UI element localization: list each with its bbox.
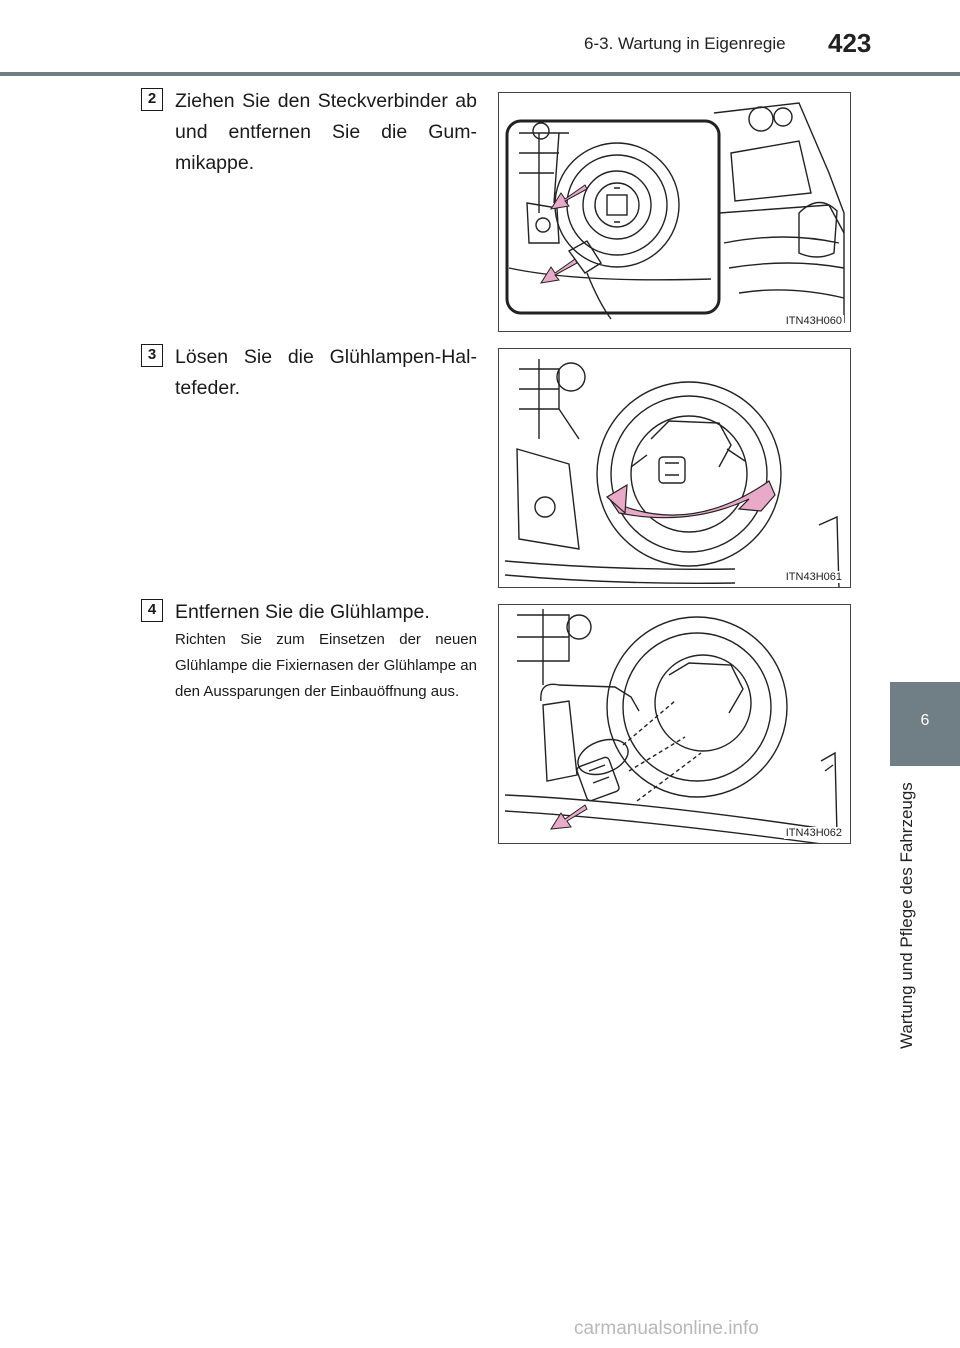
chapter-title: Wartung und Pflege des Fahrzeugs xyxy=(897,782,916,1049)
step-4-text: Entfernen Sie die Glühlampe. xyxy=(175,601,430,623)
figure-code: ITN43H062 xyxy=(785,827,842,839)
step-2-text: Ziehen Sie den Steckverbinder ab und entfernen Sie die Gummikappe. xyxy=(175,90,477,174)
page-number: 423 xyxy=(828,28,872,58)
step-number-4: 4 xyxy=(141,599,163,622)
figure-step-2 xyxy=(498,92,851,332)
step-number-3: 3 xyxy=(141,344,163,367)
watermark[interactable]: carmanualsonline.info xyxy=(574,1318,759,1339)
headlight-spring-illustration xyxy=(499,349,851,588)
chapter-tab[interactable] xyxy=(890,682,960,766)
header-rule xyxy=(0,72,960,76)
figure-step-3 xyxy=(498,348,851,588)
chapter-number: 6 xyxy=(920,712,930,729)
step-number-2: 2 xyxy=(141,88,163,111)
step-3-text: Lösen Sie die Glühlampen-Haltefeder. xyxy=(175,346,477,399)
figure-step-4 xyxy=(498,604,851,844)
figure-code: ITN43H061 xyxy=(785,571,842,583)
headlight-connector-illustration xyxy=(499,93,851,332)
step-4-note: Richten Sie zum Einsetzen der neuen Glühlampe die Fixiernasen der Glühlampe an den Aussparungen der Einbauöffnung aus. xyxy=(175,631,477,700)
figure-code: ITN43H060 xyxy=(785,315,842,327)
page-header xyxy=(0,0,960,80)
bulb-removal-illustration xyxy=(499,605,851,844)
section-title: 6-3. Wartung in Eigenregie xyxy=(584,34,786,53)
